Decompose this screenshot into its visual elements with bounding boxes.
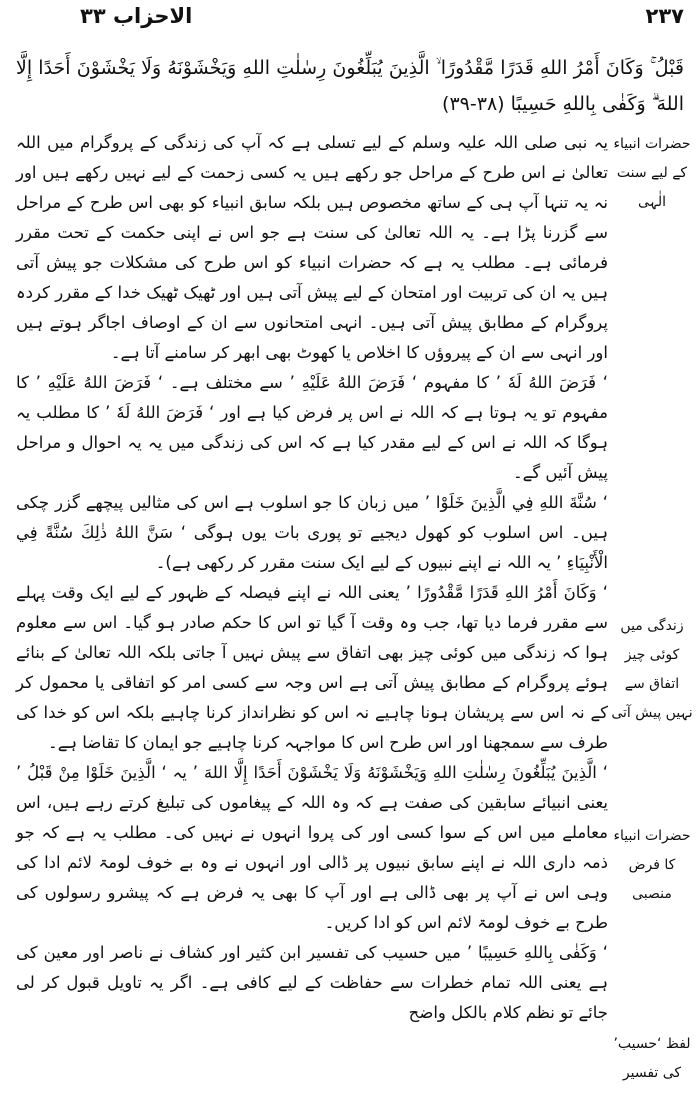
margin-note: حضرات انبیاء کے لیے سنت الٰہی [613, 136, 691, 210]
paragraph: ‘ فَرَضَ اللهُ لَهٗ ’ کا مفہوم ‘ فَرَضَ اللهُ عَلَيْهِ ’ سے مختلف ہے۔ ‘ فَرَضَ اللهُ عَلَيْهِ ’ کا مفہوم تو یہ ہوتا ہے کہ اللہ نے اس پر فرض کیا ہے اور ‘ فَرَضَ اللهُ لَهٗ ’ کا مطلب یہ ہوگا کہ اللہ نے اس کے لیے مقدر کیا ہے کہ اس کی زندگی میں یہ یہ احوال و مراحل پیش آئیں گے۔ [16, 373, 608, 482]
paragraph: ‘ الَّذِينَ يُبَلِّغُونَ رِسٰلٰتِ اللهِ وَيَخْشَوْنَهُ وَلَا يَخْشَوْنَ أَحَدًا إِلَّا اللهَ ’ یہ ‘ الَّذِينَ خَلَوْا مِنْ قَبْلُ ’ یعنی انبیائے سابقین کی صفت ہے کہ وہ اللہ کے پیغاموں کی تبلیغ کرتے رہے ہیں، اس معاملے میں اس کے سوا کسی اور کی پروا انہوں نے نہیں کی۔ مطلب یہ ہے کہ جو ذمہ داری اللہ نے اپنے سابق نبیوں پر ڈالی اور انہوں نے وہ بے خوف لومۃ لائم ادا کی وہی اس نے آپ پر بھی ڈالی ہے اور آپ کا بھی یہ فرض ہے کہ پیشرو رسولوں کی طرح بے خوف لومۃ لائم اس کو ادا کریں۔ [16, 763, 608, 932]
quran-verse: قَبْلُ ۚ وَكَانَ أَمْرُ اللهِ قَدَرًا مَّقْدُورًا ۙ الَّذِينَ يُبَلِّغُونَ رِسٰلٰتِ اللهِ وَيَخْشَوْنَهُ وَلَا يَخْشَوْنَ أَحَدًا إِلَّا اللهَ ۗ وَكَفٰى بِاللهِ حَسِيبًا (۳۸-۳۹) [16, 57, 684, 115]
margin-note: زندگی میں کوئی چیز اتفاق سے نہیں پیش آتی [611, 618, 693, 721]
margin-note: لفظ ‘حسیب’ کی تفسیر [613, 1036, 691, 1081]
page-number: ۲۳۷ [645, 4, 684, 28]
paragraph: ‘ وَكَانَ أَمْرُ اللهِ قَدَرًا مَّقْدُورًا ’ یعنی اللہ نے اپنے فیصلہ کے ظہور کے لیے ایک وقت پہلے سے مقرر فرما دیا تھا، جب وہ وقت آ گیا تو اس کا حکم صادر ہو گیا۔ اس سے معلوم ہوا کہ زندگی میں کوئی چیز بھی اتفاق سے پیش نہیں آ جاتی بلکہ اللہ تعالیٰ کے بنائے ہوئے پروگرام کے مطابق پیش آتی ہے اس وجہ سے کسی امر کو اتفاقی یا محمول کر کے نہ اس سے پریشان ہونا چاہیے نہ اس کو نظرانداز کرنا چاہیے بلکہ اس کو خدا کی طرف سے سمجھنا اور اس طرح اس کا مواجہہ کرنا چاہیے جو ایمان کا تقاضا ہے۔ [16, 583, 608, 752]
paragraph: ‘ سُنَّةَ اللهِ فِي الَّذِينَ خَلَوْا ’ میں زبان کا جو اسلوب ہے اس کی مثالیں پیچھے گزر چکی ہیں۔ اس اسلوب کو کھول دیجیے تو پوری بات یوں ہوگی ‘ سَنَّ اللهُ ذٰلِكَ سُنَّةً فِي الْأَنْبِيَاءِ ’ یہ اللہ نے اپنے نبیوں کے لیے ایک سنت مقرر کر رکھی ہے)۔ [16, 493, 608, 572]
surah-header: الاحزاب ۳۳ [80, 4, 193, 28]
margin-note: حضرات انبیاء کا فرض منصبی [613, 828, 691, 902]
paragraph: یہ نبی صلی اللہ علیہ وسلم کے لیے تسلی ہے کہ آپ کی زندگی کے پروگرام میں اللہ تعالیٰ نے اس طرح کے مراحل جو رکھے ہیں یہ کسی زحمت کے لیے نہیں رکھے ہیں اور نہ یہ تنہا آپ ہی کے ساتھ مخصوص ہیں بلکہ سابق انبیاء کو بھی اس طرح کے مراحل سے گزرنا پڑا ہے۔ یہ اللہ تعالیٰ کی سنت ہے جو اس نے اپنی حکمت کے تحت مقرر فرمائی ہے۔ مطلب یہ ہے کہ حضرات انبیاء کو اس طرح کی مشکلات جو پیش آتی ہیں یہ ان کی تربیت اور امتحان کے لیے پیش آتی ہیں اور ٹھیک ٹھیک خدا کے مقرر کردہ پروگرام کے مطابق پیش آتی ہیں۔ انہی امتحانوں سے ان کے اوصاف اجاگر ہوتے ہیں اور انہی سے ان کے پیروؤں کا اخلاص یا کھوٹ بھی ابھر کر سامنے آتا ہے۔ [16, 133, 608, 362]
paragraph: ‘ وَكَفٰى بِاللهِ حَسِيبًا ’ میں حسیب کی تفسیر ابن کثیر اور کشاف نے ناصر اور معین کی ہے یعنی اللہ تمام خطرات سے حفاظت کے لیے کافی ہے۔ اگر یہ تاویل قبول کر لی جائے تو نظم کلام بالکل واضح [16, 943, 608, 1022]
commentary-body [16, 128, 608, 1028]
